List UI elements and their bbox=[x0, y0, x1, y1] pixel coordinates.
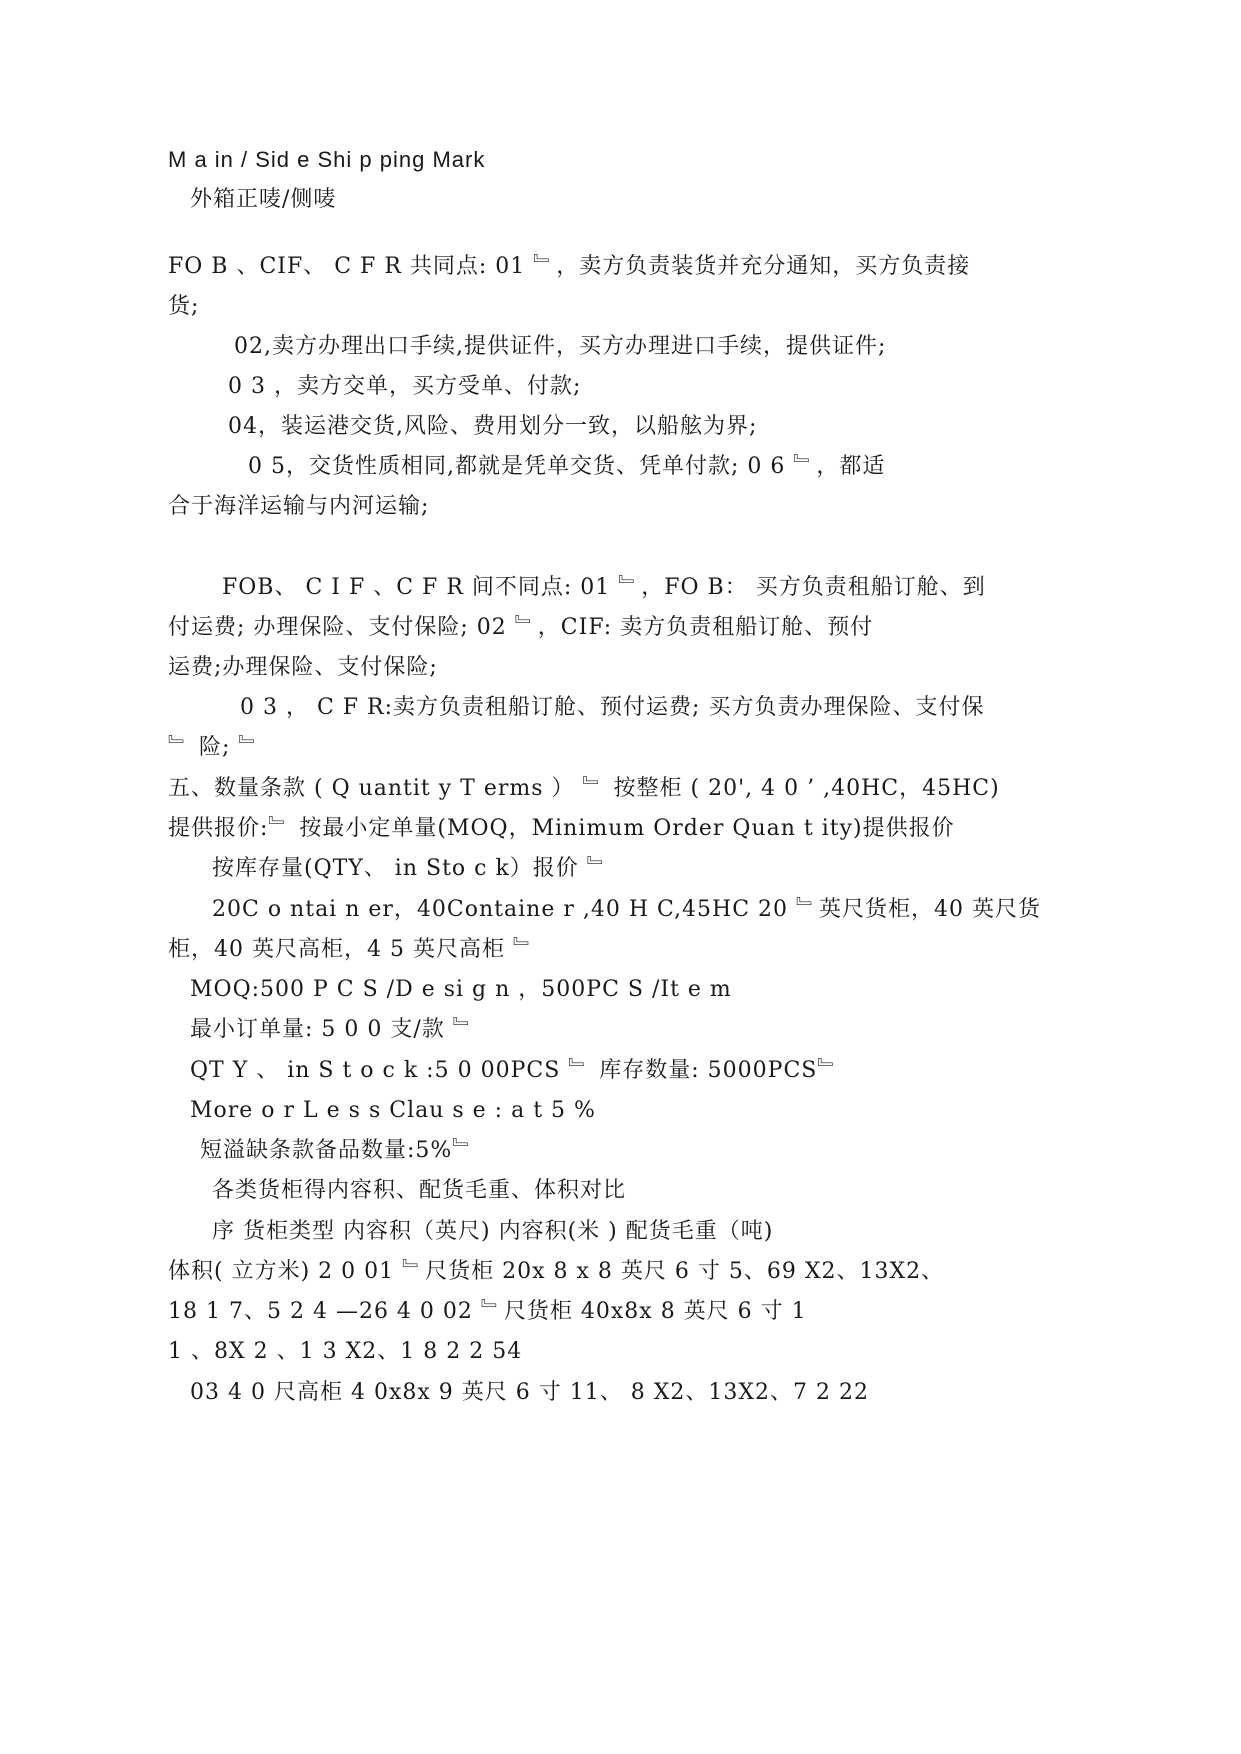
text-line-shipping-mark-en: M a in / Sid e Shi p ping Mark bbox=[168, 147, 486, 172]
text-line-quotation-stock: 按库存量(QTY、 in Sto c k）报价 ﹄ bbox=[212, 856, 610, 881]
text-line-difference-1: FOB、 C I F 、C F R 间不同点: 01 ﹄，FO B： 买方负责租船订舱、到 bbox=[222, 575, 986, 600]
text-line-table-row-4: 03 4 0 尺高柜 4 0x8x 9 英尺 6 寸 11、 8 X2、13X2、7 2 22 bbox=[190, 1380, 869, 1405]
text-line-common-points-5: 0 5，交货性质相同,都就是凭单交货、凭单付款; 0 6 ﹄，都适 bbox=[248, 454, 886, 479]
text-line-table-row-2: 18 1 7、5 2 4 —26 4 0 02 ﹄尺货柜 40x8x 8 英尺 6 寸 1 bbox=[168, 1299, 807, 1324]
text-line-common-points-4: 04，装运港交货,风险、费用划分一致，以船舷为界; bbox=[228, 414, 758, 439]
text-line-container-comparison-title: 各类货柜得内容积、配货毛重、体积对比 bbox=[212, 1178, 627, 1203]
text-line-moq-zh: 最小订单量: 5 0 0 支/款 ﹄ bbox=[190, 1017, 476, 1042]
text-line-difference-3-cont: ﹄ 险; ﹄ bbox=[168, 735, 262, 760]
text-line-shipping-mark-zh: 外箱正唛/侧唛 bbox=[190, 187, 337, 212]
text-line-more-or-less-zh: 短溢缺条款备品数量:5%﹄ bbox=[200, 1138, 476, 1163]
text-line-table-row-3: 1 、8X 2 、1 3 X2、1 8 2 2 54 bbox=[168, 1339, 523, 1364]
text-line-common-points-1-cont: 货; bbox=[168, 294, 200, 319]
text-line-common-points-1: FO B 、CIF、 C F R 共同点: 01 ﹄，卖方负责装货并充分通知，买方负责接 bbox=[168, 254, 971, 279]
text-line-stock-qty: QT Y 、 in S t o c k :5 0 00PCS ﹄ 库存数量: 5000PCS﹄ bbox=[190, 1058, 841, 1083]
text-line-difference-2: 付运费; 办理保险、支付保险; 02 ﹄，CIF: 卖方负责租船订舱、预付 bbox=[168, 615, 874, 640]
text-line-common-points-2: 02,卖方办理出口手续,提供证件，买方办理进口手续，提供证件; bbox=[234, 334, 887, 359]
text-line-moq-en: MOQ:500 P C S /D e si g n ，500PC S /It e m bbox=[190, 977, 732, 1002]
text-line-container-types: 20C o ntai n er，40Containe r ,40 H C,45HC 20 ﹄英尺货柜，40 英尺货 bbox=[212, 897, 1042, 922]
text-line-table-row-1: 体积( 立方米) 2 0 01 ﹄尺货柜 20x 8 x 8 英尺 6 寸 5、69 X2、13X2、 bbox=[168, 1259, 945, 1284]
text-line-more-or-less-en: More o r L e s s Clau s e : a t 5 % bbox=[190, 1098, 596, 1123]
text-line-quantity-terms: 五、数量条款 ( Q uantit y T erms ） ﹄ 按整柜 ( 20', 4 0 ’ ,40HC，45HC) bbox=[168, 776, 1000, 801]
text-line-common-points-5-cont: 合于海洋运输与内河运输; bbox=[168, 494, 430, 519]
text-line-quotation-moq: 提供报价:﹄ 按最小定单量(MOQ，Minimum Order Quan t ity)提供报价 bbox=[168, 816, 955, 841]
text-line-common-points-3: 0 3 ，卖方交单，买方受单、付款; bbox=[228, 374, 582, 399]
text-line-difference-2-cont: 运费;办理保险、支付保险; bbox=[168, 655, 438, 680]
text-line-container-types-cont: 柜，40 英尺高柜，4 5 英尺高柜 ﹄ bbox=[168, 937, 536, 962]
text-line-table-header: 序 货柜类型 内容积（英尺) 内容积(米 ) 配货毛重（吨) bbox=[212, 1219, 774, 1244]
text-line-difference-3: 0 3 ， C F R:卖方负责租船订舱、预付运费; 买方负责办理保险、支付保 bbox=[240, 695, 985, 720]
